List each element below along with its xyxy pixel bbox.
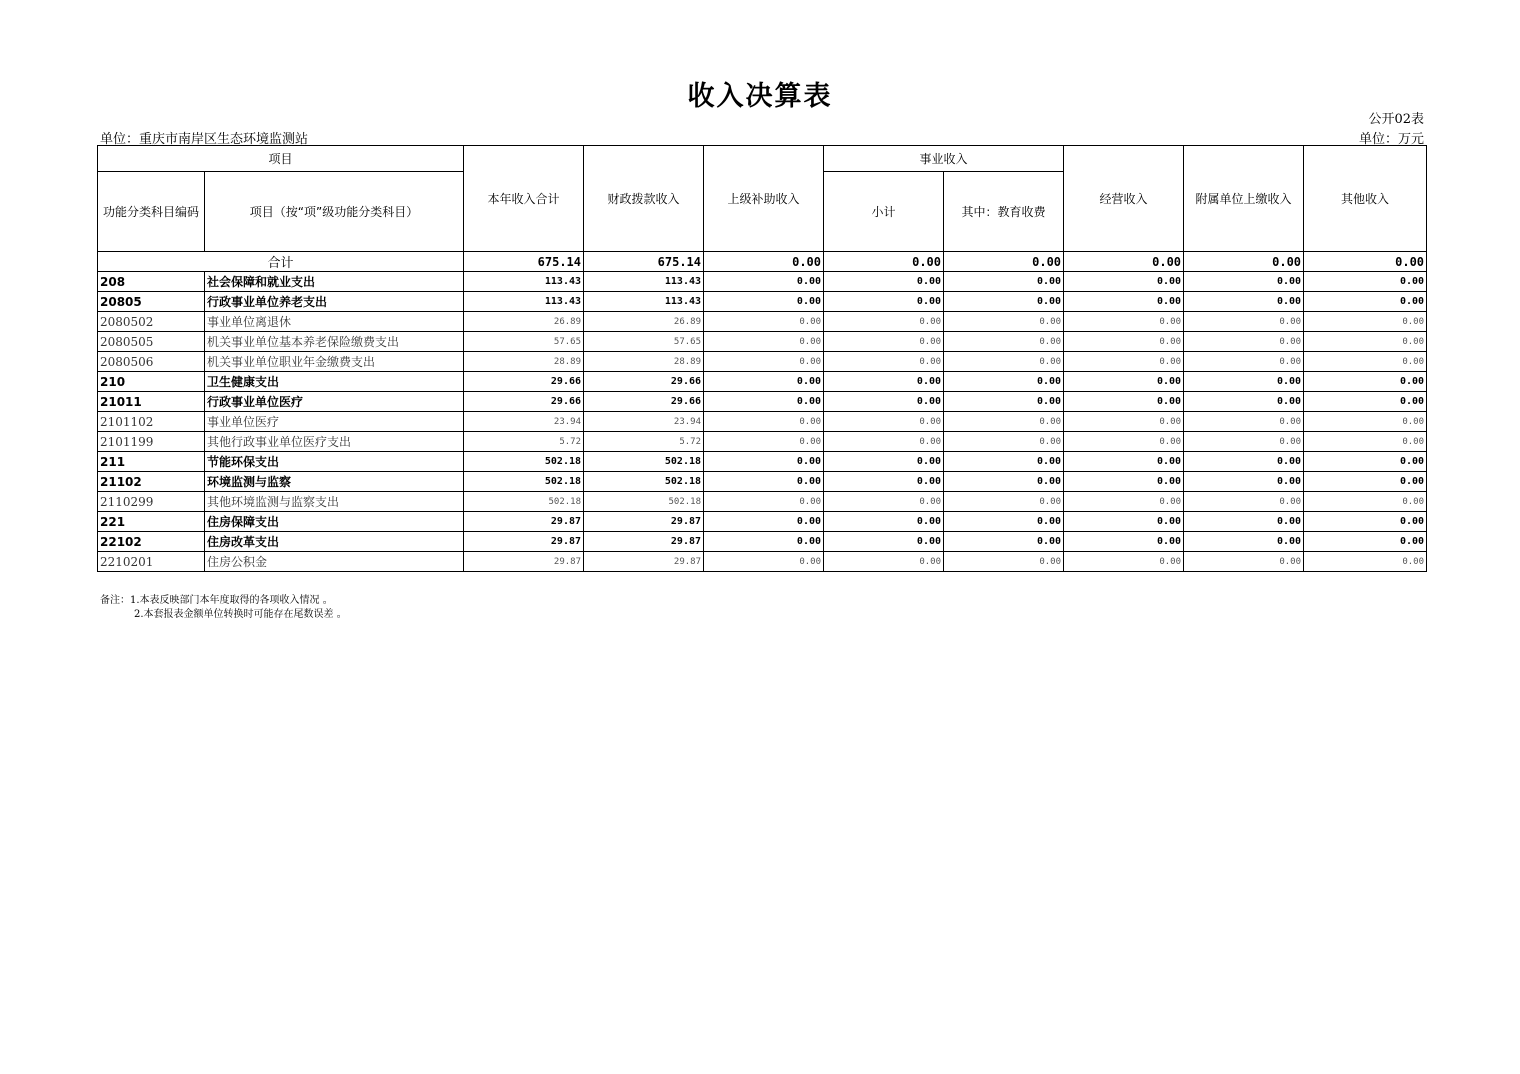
row-value: 0.00 (704, 372, 824, 392)
row-value: 0.00 (1184, 512, 1304, 532)
total-value: 0.00 (824, 252, 944, 272)
row-value: 29.87 (464, 512, 584, 532)
page-title: 收入决算表 (687, 81, 833, 112)
row-value: 0.00 (944, 552, 1064, 572)
row-value: 0.00 (824, 472, 944, 492)
row-value: 502.18 (584, 492, 704, 512)
header-other: 其他收入 (1304, 146, 1427, 252)
row-value: 0.00 (704, 392, 824, 412)
row-value: 0.00 (1304, 272, 1427, 292)
footnote-1: 备注：1.本表反映部门本年度取得的各项收入情况 。 (100, 595, 333, 606)
row-value: 0.00 (1064, 552, 1184, 572)
row-value: 502.18 (584, 472, 704, 492)
row-name: 机关事业单位基本养老保险缴费支出 (205, 332, 464, 352)
row-value: 0.00 (1184, 432, 1304, 452)
row-value: 0.00 (1184, 372, 1304, 392)
row-value: 29.66 (584, 392, 704, 412)
header-education: 其中：教育收费 (944, 172, 1064, 252)
row-value: 28.89 (464, 352, 584, 372)
row-value: 23.94 (584, 412, 704, 432)
row-value: 0.00 (1304, 292, 1427, 312)
row-value: 0.00 (1184, 492, 1304, 512)
total-label: 合计 (98, 252, 464, 272)
row-value: 0.00 (944, 412, 1064, 432)
row-name: 行政事业单位养老支出 (205, 292, 464, 312)
table-row (98, 552, 1427, 572)
row-value: 5.72 (464, 432, 584, 452)
row-value: 0.00 (944, 352, 1064, 372)
row-code: 20805 (98, 292, 205, 312)
row-value: 0.00 (1064, 432, 1184, 452)
row-code: 2080505 (98, 332, 205, 352)
header-superior: 上级补助收入 (704, 146, 824, 252)
row-code: 2101102 (98, 412, 205, 432)
row-value: 0.00 (944, 372, 1064, 392)
row-value: 57.65 (464, 332, 584, 352)
row-name: 事业单位医疗 (205, 412, 464, 432)
row-code: 2101199 (98, 432, 205, 452)
table-row (98, 292, 1427, 312)
row-name: 住房公积金 (205, 552, 464, 572)
total-value: 0.00 (944, 252, 1064, 272)
row-value: 28.89 (584, 352, 704, 372)
row-value: 113.43 (584, 272, 704, 292)
row-value: 0.00 (704, 332, 824, 352)
row-value: 0.00 (1064, 292, 1184, 312)
row-value: 0.00 (824, 332, 944, 352)
row-value: 5.72 (584, 432, 704, 452)
row-code: 211 (98, 452, 205, 472)
header-total-income: 本年收入合计 (464, 146, 584, 252)
row-value: 0.00 (704, 352, 824, 372)
row-name: 社会保障和就业支出 (205, 272, 464, 292)
row-value: 502.18 (464, 472, 584, 492)
row-value: 0.00 (944, 312, 1064, 332)
row-value: 0.00 (824, 492, 944, 512)
table-row (98, 332, 1427, 352)
header-code: 功能分类科目编码 (98, 172, 205, 252)
row-value: 502.18 (464, 492, 584, 512)
row-value: 0.00 (704, 472, 824, 492)
row-value: 0.00 (1304, 412, 1427, 432)
row-value: 113.43 (464, 292, 584, 312)
row-value: 0.00 (824, 532, 944, 552)
row-name: 卫生健康支出 (205, 372, 464, 392)
row-name: 机关事业单位职业年金缴费支出 (205, 352, 464, 372)
row-value: 0.00 (944, 532, 1064, 552)
row-value: 0.00 (704, 452, 824, 472)
row-value: 0.00 (1064, 452, 1184, 472)
row-value: 0.00 (944, 292, 1064, 312)
row-code: 210 (98, 372, 205, 392)
row-value: 29.87 (464, 532, 584, 552)
row-value: 0.00 (1304, 452, 1427, 472)
row-name: 住房保障支出 (205, 512, 464, 532)
row-value: 0.00 (1304, 332, 1427, 352)
table-row (98, 512, 1427, 532)
row-value: 0.00 (824, 512, 944, 532)
total-row (98, 252, 1427, 272)
row-value: 0.00 (1304, 392, 1427, 412)
row-value: 0.00 (944, 452, 1064, 472)
row-value: 0.00 (824, 432, 944, 452)
row-value: 0.00 (824, 452, 944, 472)
row-value: 0.00 (824, 312, 944, 332)
footnotes (100, 594, 347, 622)
row-value: 0.00 (1184, 352, 1304, 372)
row-value: 0.00 (1184, 272, 1304, 292)
header-operating: 经营收入 (1064, 146, 1184, 252)
row-value: 0.00 (1184, 552, 1304, 572)
row-name: 其他环境监测与监察支出 (205, 492, 464, 512)
row-value: 0.00 (1304, 512, 1427, 532)
row-value: 0.00 (1184, 532, 1304, 552)
table-row (98, 492, 1427, 512)
row-value: 0.00 (824, 372, 944, 392)
row-value: 0.00 (1064, 412, 1184, 432)
row-value: 0.00 (704, 512, 824, 532)
row-value: 0.00 (1304, 312, 1427, 332)
header-fiscal: 财政拨款收入 (584, 146, 704, 252)
currency-unit: 单位：万元 (1358, 132, 1424, 147)
row-value: 0.00 (1304, 472, 1427, 492)
row-value: 0.00 (1304, 492, 1427, 512)
row-value: 0.00 (1304, 532, 1427, 552)
row-code: 22102 (98, 532, 205, 552)
row-value: 0.00 (944, 392, 1064, 412)
row-value: 0.00 (1064, 512, 1184, 532)
total-value: 0.00 (1064, 252, 1184, 272)
row-value: 0.00 (1304, 432, 1427, 452)
row-value: 0.00 (824, 352, 944, 372)
table-row (98, 432, 1427, 452)
row-value: 0.00 (944, 492, 1064, 512)
row-code: 208 (98, 272, 205, 292)
row-code: 2080506 (98, 352, 205, 372)
row-value: 113.43 (464, 272, 584, 292)
table-row (98, 392, 1427, 412)
row-name: 环境监测与监察 (205, 472, 464, 492)
row-value: 0.00 (824, 292, 944, 312)
row-value: 0.00 (1064, 312, 1184, 332)
row-value: 0.00 (1184, 452, 1304, 472)
footnote-2: 2.本套报表金额单位转换时可能存在尾数误差 。 (134, 609, 347, 620)
header-affiliated: 附属单位上缴收入 (1184, 146, 1304, 252)
row-value: 0.00 (944, 332, 1064, 352)
row-value: 0.00 (944, 272, 1064, 292)
row-code: 2110299 (98, 492, 205, 512)
reporting-unit: 单位：重庆市南岸区生态环境监测站 (100, 132, 309, 147)
row-code: 2210201 (98, 552, 205, 572)
row-value: 0.00 (1064, 332, 1184, 352)
header-name: 项目（按“项”级功能分类科目） (205, 172, 464, 252)
row-value: 0.00 (824, 272, 944, 292)
row-value: 0.00 (1304, 552, 1427, 572)
row-value: 0.00 (1064, 372, 1184, 392)
row-value: 26.89 (584, 312, 704, 332)
row-value: 29.66 (464, 392, 584, 412)
header-project: 项目 (98, 146, 464, 172)
row-value: 0.00 (1064, 532, 1184, 552)
row-value: 0.00 (1064, 352, 1184, 372)
row-value: 0.00 (1064, 272, 1184, 292)
row-value: 29.66 (584, 372, 704, 392)
row-code: 21102 (98, 472, 205, 492)
row-value: 0.00 (704, 292, 824, 312)
row-code: 21011 (98, 392, 205, 412)
header-business: 事业收入 (824, 146, 1064, 172)
row-value: 0.00 (1304, 372, 1427, 392)
row-value: 0.00 (824, 412, 944, 432)
row-value: 0.00 (704, 532, 824, 552)
row-value: 0.00 (1064, 392, 1184, 412)
row-name: 事业单位离退休 (205, 312, 464, 332)
row-value: 0.00 (1184, 332, 1304, 352)
row-value: 0.00 (944, 472, 1064, 492)
row-code: 221 (98, 512, 205, 532)
table-row (98, 372, 1427, 392)
row-value: 113.43 (584, 292, 704, 312)
row-value: 0.00 (1184, 392, 1304, 412)
row-value: 0.00 (704, 552, 824, 572)
row-name: 行政事业单位医疗 (205, 392, 464, 412)
table-row (98, 352, 1427, 372)
table-row (98, 412, 1427, 432)
row-value: 0.00 (1064, 492, 1184, 512)
row-value: 0.00 (704, 272, 824, 292)
row-value: 502.18 (584, 452, 704, 472)
row-value: 0.00 (704, 432, 824, 452)
row-value: 29.87 (464, 552, 584, 572)
row-name: 其他行政事业单位医疗支出 (205, 432, 464, 452)
row-value: 0.00 (824, 392, 944, 412)
row-value: 0.00 (704, 312, 824, 332)
table-row (98, 272, 1427, 292)
row-value: 0.00 (944, 432, 1064, 452)
row-value: 0.00 (704, 412, 824, 432)
total-value: 0.00 (1184, 252, 1304, 272)
income-table (97, 145, 1427, 572)
total-value: 0.00 (704, 252, 824, 272)
table-row (98, 312, 1427, 332)
row-value: 29.87 (584, 532, 704, 552)
row-value: 0.00 (944, 512, 1064, 532)
table-row (98, 452, 1427, 472)
row-value: 29.87 (584, 552, 704, 572)
row-name: 节能环保支出 (205, 452, 464, 472)
row-value: 0.00 (1184, 312, 1304, 332)
row-value: 0.00 (1064, 472, 1184, 492)
row-value: 0.00 (1184, 472, 1304, 492)
row-value: 29.87 (584, 512, 704, 532)
row-value: 26.89 (464, 312, 584, 332)
row-value: 23.94 (464, 412, 584, 432)
form-number: 公开02表 (1368, 112, 1424, 127)
row-name: 住房改革支出 (205, 532, 464, 552)
table-row (98, 532, 1427, 552)
row-value: 57.65 (584, 332, 704, 352)
row-value: 502.18 (464, 452, 584, 472)
row-value: 0.00 (1184, 412, 1304, 432)
total-value: 0.00 (1304, 252, 1427, 272)
total-value: 675.14 (584, 252, 704, 272)
row-value: 29.66 (464, 372, 584, 392)
row-value: 0.00 (1304, 352, 1427, 372)
row-value: 0.00 (704, 492, 824, 512)
table-row (98, 472, 1427, 492)
header-subtotal: 小计 (824, 172, 944, 252)
row-value: 0.00 (1184, 292, 1304, 312)
row-value: 0.00 (824, 552, 944, 572)
row-code: 2080502 (98, 312, 205, 332)
total-value: 675.14 (464, 252, 584, 272)
